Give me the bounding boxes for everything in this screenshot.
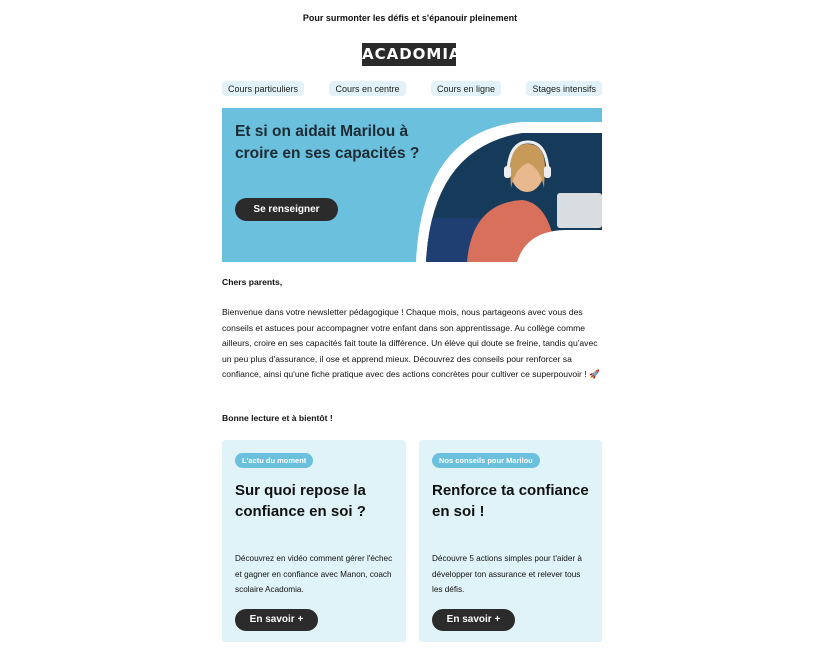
main-nav bbox=[222, 81, 602, 96]
card-title: Renforce ta confiance en soi ! bbox=[432, 482, 589, 520]
nav-cours-en-centre[interactable]: Cours en centre bbox=[329, 81, 405, 96]
card-title: Sur quoi repose la confiance en soi ? bbox=[235, 482, 366, 520]
card-conseils bbox=[419, 440, 602, 642]
card-text: Découvre 5 actions simples pour t'aider à développer ton assurance et relever tous les défis. bbox=[432, 554, 582, 594]
en-savoir-plus-button[interactable]: En savoir + bbox=[432, 609, 515, 631]
acadomia-logo[interactable]: ACADOMIA bbox=[362, 43, 456, 66]
nav-cours-particuliers[interactable]: Cours particuliers bbox=[222, 81, 304, 96]
card-text: Découvrez en vidéo comment gérer l'échec et gagner en confiance avec Manon, coach scolaire Acadomia. bbox=[235, 554, 393, 594]
nav-cours-en-ligne[interactable]: Cours en ligne bbox=[431, 81, 501, 96]
intro-paragraph: Bienvenue dans votre newsletter pédagogique ! Chaque mois, nous partageons avec vous des conseils et astuces pour accompagner votre enfant dans son apprentissage. Au collège comme ailleurs, croire en ses capacités fait toute la différence. Un élève qui doute se freine, tandis qu'avec un peu plus d'assurance, il ose et apprend mieux. Découvrez des conseils pour renforcer sa confiance, ainsi qu'une fiche pratique avec des actions concrètes pour cultiver ce superpouvoir ! 🚀 bbox=[222, 307, 600, 379]
hero-banner bbox=[222, 108, 602, 262]
signoff: Bonne lecture et à bientôt ! bbox=[222, 413, 333, 423]
nav-stages-intensifs[interactable]: Stages intensifs bbox=[526, 81, 602, 96]
tagline: Pour surmonter les défis et s'épanouir pleinement bbox=[302, 13, 518, 23]
card-badge: Nos conseils pour Marilou bbox=[432, 453, 540, 468]
en-savoir-plus-button[interactable]: En savoir + bbox=[235, 609, 318, 631]
card-actu bbox=[222, 440, 406, 642]
greeting: Chers parents, bbox=[222, 277, 283, 287]
se-renseigner-button[interactable]: Se renseigner bbox=[235, 198, 338, 221]
hero-title: Et si on aidait Marilou à croire en ses capacités ? bbox=[235, 123, 420, 162]
card-badge: L'actu du moment bbox=[235, 453, 313, 468]
